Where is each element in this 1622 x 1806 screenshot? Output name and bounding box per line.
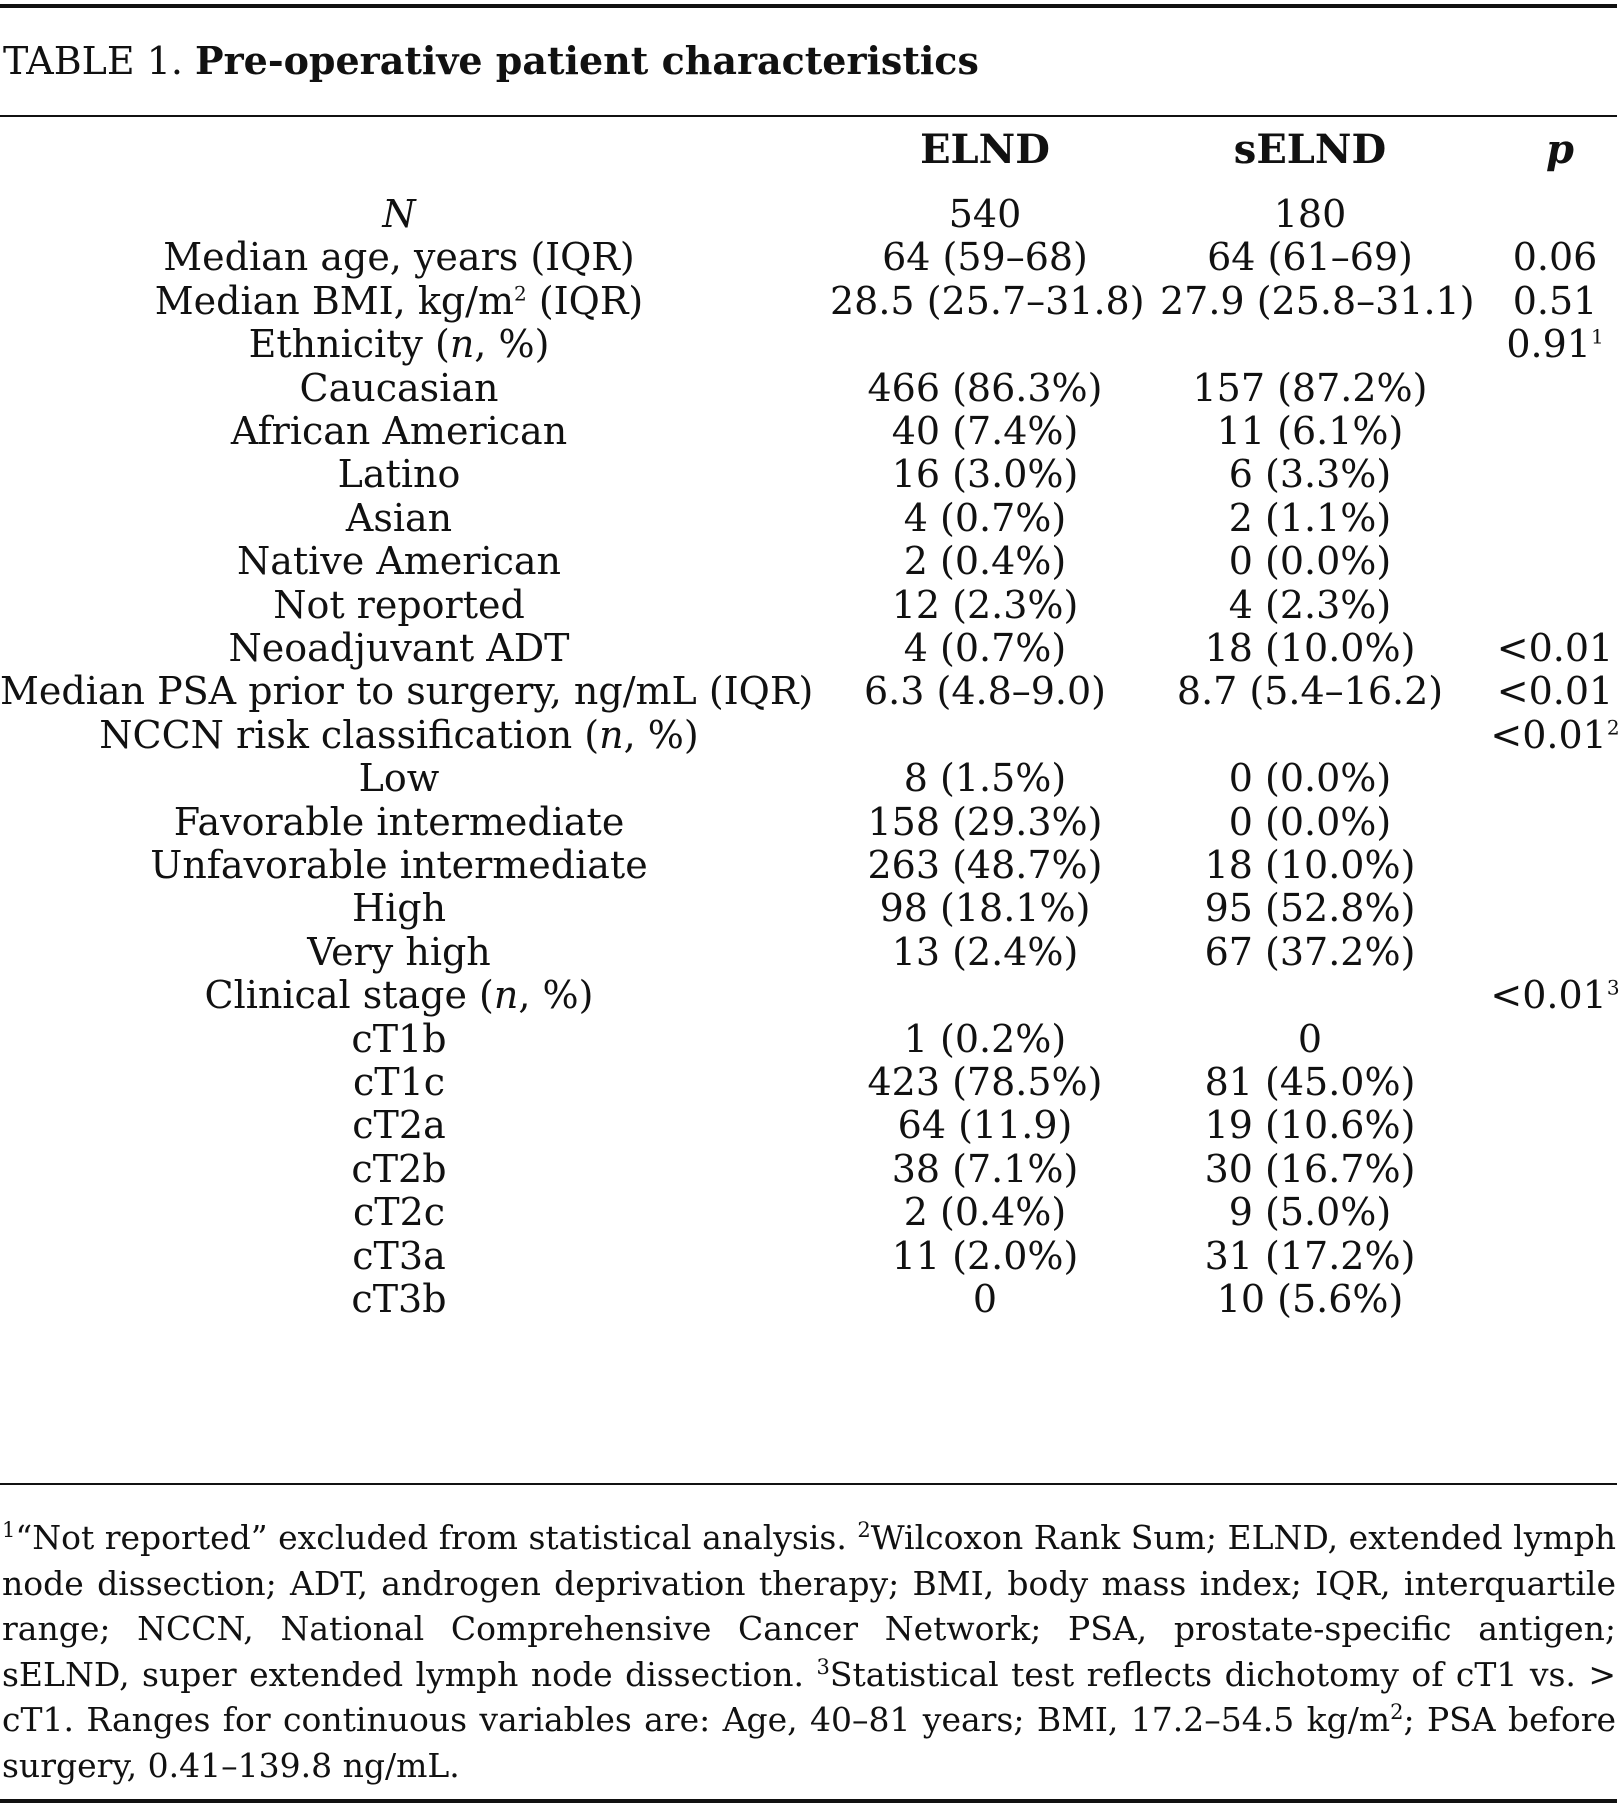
cell-selnd: 64 (61–69) (1207, 235, 1413, 280)
cell-selnd: 11 (6.1%) (1216, 409, 1404, 453)
cell-p-value (1490, 1274, 1620, 1324)
row-label-italic: n (449, 322, 475, 367)
cell-elnd: 98 (18.1%) (879, 886, 1091, 931)
cell-selnd: 4 (2.3%) (1228, 582, 1392, 627)
cell-selnd: 0 (1297, 1016, 1323, 1061)
table-caption-title: Pre-operative patient characteristics (195, 38, 979, 83)
footnote-text-2: Wilcoxon Rank Sum; ELND, extended lymph node dissection; ADT, androgen deprivation therapy; BMI, body mass index; IQR, interquartile range; NCCN, National Comprehensive Cancer Network; PSA, prostate-specific antigen; sELND, super extended lymph node dissection. (2, 1518, 1617, 1694)
row-label-text: cT1b (351, 1016, 447, 1061)
row-label-text: African American (230, 409, 568, 453)
footnote-marker-3: 3 (816, 1654, 830, 1679)
cell-selnd: 81 (45.0%) (1204, 1060, 1416, 1104)
cell-selnd: 67 (37.2%) (1204, 929, 1416, 974)
cell-elnd: 158 (29.3%) (867, 799, 1103, 844)
cell-selnd: 8.7 (5.4–16.2) (1176, 669, 1444, 714)
row-label-text: Median PSA prior to surgery, ng/mL (IQR) (0, 669, 814, 714)
cell-elnd: 64 (11.9) (897, 1103, 1073, 1148)
column-header-selnd: sELND (1233, 126, 1387, 173)
row-label-suffix: , %) (518, 973, 594, 1018)
cell-selnd: 0 (0.0%) (1228, 799, 1392, 844)
footnote-marker-1: 1 (2, 1518, 16, 1542)
p-value-footnote-marker: 2 (1606, 715, 1620, 740)
row-label-text: Low (358, 756, 440, 801)
cell-elnd: 423 (78.5%) (867, 1060, 1103, 1104)
p-value-text: 0.51 (1512, 278, 1598, 323)
p-value-footnote-marker: 3 (1606, 975, 1620, 1000)
cell-elnd: 6.3 (4.8–9.0) (863, 669, 1107, 714)
table-caption-label: TABLE 1. (3, 39, 183, 83)
row-label (0, 1274, 798, 1324)
row-label-text: cT2b (351, 1146, 447, 1191)
footnote-text-1: “Not reported” excluded from statistical analysis. (15, 1518, 858, 1557)
cell-elnd: 12 (2.3%) (891, 582, 1079, 627)
cell-selnd: 95 (52.8%) (1204, 886, 1416, 931)
table-top-rule (0, 4, 1617, 8)
cell-selnd: 6 (3.3%) (1228, 452, 1392, 497)
table-bottom-rule (0, 1483, 1617, 1485)
row-label-suffix: , %) (623, 712, 699, 757)
page-bottom-rule (0, 1799, 1617, 1803)
cell-selnd: 19 (10.6%) (1204, 1103, 1416, 1148)
row-label-text: Clinical stage ( (204, 973, 494, 1018)
cell-elnd: 540 (948, 192, 1022, 236)
table-footnotes (2, 1515, 1616, 1788)
cell-selnd: 27.9 (25.8–31.1) (1160, 278, 1475, 323)
row-label-text: cT3b (351, 1277, 447, 1321)
row-label-text: cT3a (352, 1233, 446, 1278)
footnote-text-3: Statistical test reflects dichotomy of cT1 vs. > cT1. Ranges for continuous variables are: Age, 40–81 years; BMI, 17.2–54.5 kg/m (2, 1654, 1617, 1739)
cell-selnd: 2 (1.1%) (1228, 495, 1392, 540)
row-label-text: Ethnicity ( (248, 322, 450, 367)
row-label-text: Neoadjuvant ADT (228, 626, 570, 670)
cell-selnd: 0 (0.0%) (1228, 539, 1392, 584)
row-label-text: cT2a (352, 1103, 446, 1148)
cell-elnd: 8 (1.5%) (903, 756, 1067, 801)
table-caption (3, 36, 979, 86)
cell-elnd: 64 (59–68) (882, 235, 1088, 280)
p-value-text: <0.01 (1490, 712, 1607, 757)
cell-elnd: 28.5 (25.7–31.8) (830, 278, 1145, 323)
cell-elnd: 13 (2.4%) (891, 929, 1079, 974)
row-label-text: Asian (345, 495, 453, 540)
p-value-text: <0.01 (1496, 626, 1614, 670)
cell-selnd: 0 (0.0%) (1228, 756, 1392, 801)
cell-elnd: 2 (0.4%) (903, 1190, 1067, 1235)
row-label-text: cT2c (352, 1190, 446, 1235)
row-label-text: Unfavorable intermediate (150, 843, 648, 887)
row-label-italic: n (599, 712, 624, 757)
cell-elnd: 2 (0.4%) (903, 539, 1067, 584)
footnote-superscript-squared: 2 (1390, 1700, 1404, 1724)
p-value-text: <0.01 (1490, 973, 1607, 1018)
p-value-text: <0.01 (1496, 669, 1614, 714)
cell-elnd: 38 (7.1%) (891, 1146, 1079, 1191)
row-label-text: Native American (236, 539, 562, 584)
row-label-text: NCCN risk classification ( (99, 712, 600, 757)
cell-elnd: 4 (0.7%) (903, 626, 1067, 670)
p-value-text: 0.91 (1506, 322, 1591, 367)
row-label-text: Latino (337, 452, 461, 497)
p-value-text: 0.06 (1512, 235, 1598, 280)
cell-elnd: 11 (2.0%) (891, 1233, 1079, 1278)
row-label-text: Favorable intermediate (173, 799, 625, 844)
row-label-text: Caucasian (299, 365, 499, 410)
cell-elnd: 0 (972, 1277, 998, 1321)
row-label-text: High (351, 886, 447, 931)
table-header-rule (0, 115, 1617, 117)
cell-elnd: 466 (86.3%) (867, 365, 1103, 410)
row-label-italic: n (493, 973, 519, 1018)
table-row (0, 1274, 1622, 1324)
footnote-text-4: ; PSA before surgery, 0.41–139.8 ng/mL. (2, 1700, 1616, 1785)
cell-selnd: 18 (10.0%) (1204, 626, 1416, 670)
cell-selnd: 18 (10.0%) (1204, 843, 1416, 887)
row-label-text: N (382, 192, 416, 236)
cell-elnd: 263 (48.7%) (867, 843, 1103, 887)
column-header-p: p (1546, 126, 1574, 173)
row-label-text: Not reported (273, 582, 525, 627)
column-header-elnd: ELND (920, 126, 1050, 173)
row-label-superscript: 2 (514, 281, 527, 306)
cell-selnd: 180 (1273, 192, 1347, 236)
cell-elnd: 4 (0.7%) (903, 495, 1067, 540)
p-value-footnote-marker: 1 (1590, 324, 1604, 349)
row-label-text: Very high (307, 929, 491, 974)
row-label-suffix: (IQR) (526, 278, 644, 323)
cell-elnd: 16 (3.0%) (891, 452, 1079, 497)
row-label-text: Median BMI, kg/m (154, 278, 515, 323)
footnote-marker-2: 2 (857, 1518, 871, 1542)
row-label-text: cT1c (352, 1060, 446, 1104)
row-label-suffix: , %) (474, 322, 550, 367)
cell-selnd: 31 (17.2%) (1204, 1233, 1416, 1278)
cell-selnd: 9 (5.0%) (1228, 1190, 1392, 1235)
cell-selnd: 10 (5.6%) (1216, 1277, 1404, 1321)
cell-elnd: 1 (0.2%) (903, 1016, 1067, 1061)
cell-elnd: 40 (7.4%) (891, 409, 1079, 453)
cell-selnd: 30 (16.7%) (1204, 1146, 1416, 1191)
row-label-text: Median age, years (IQR) (163, 235, 635, 280)
cell-selnd: 157 (87.2%) (1192, 365, 1428, 410)
